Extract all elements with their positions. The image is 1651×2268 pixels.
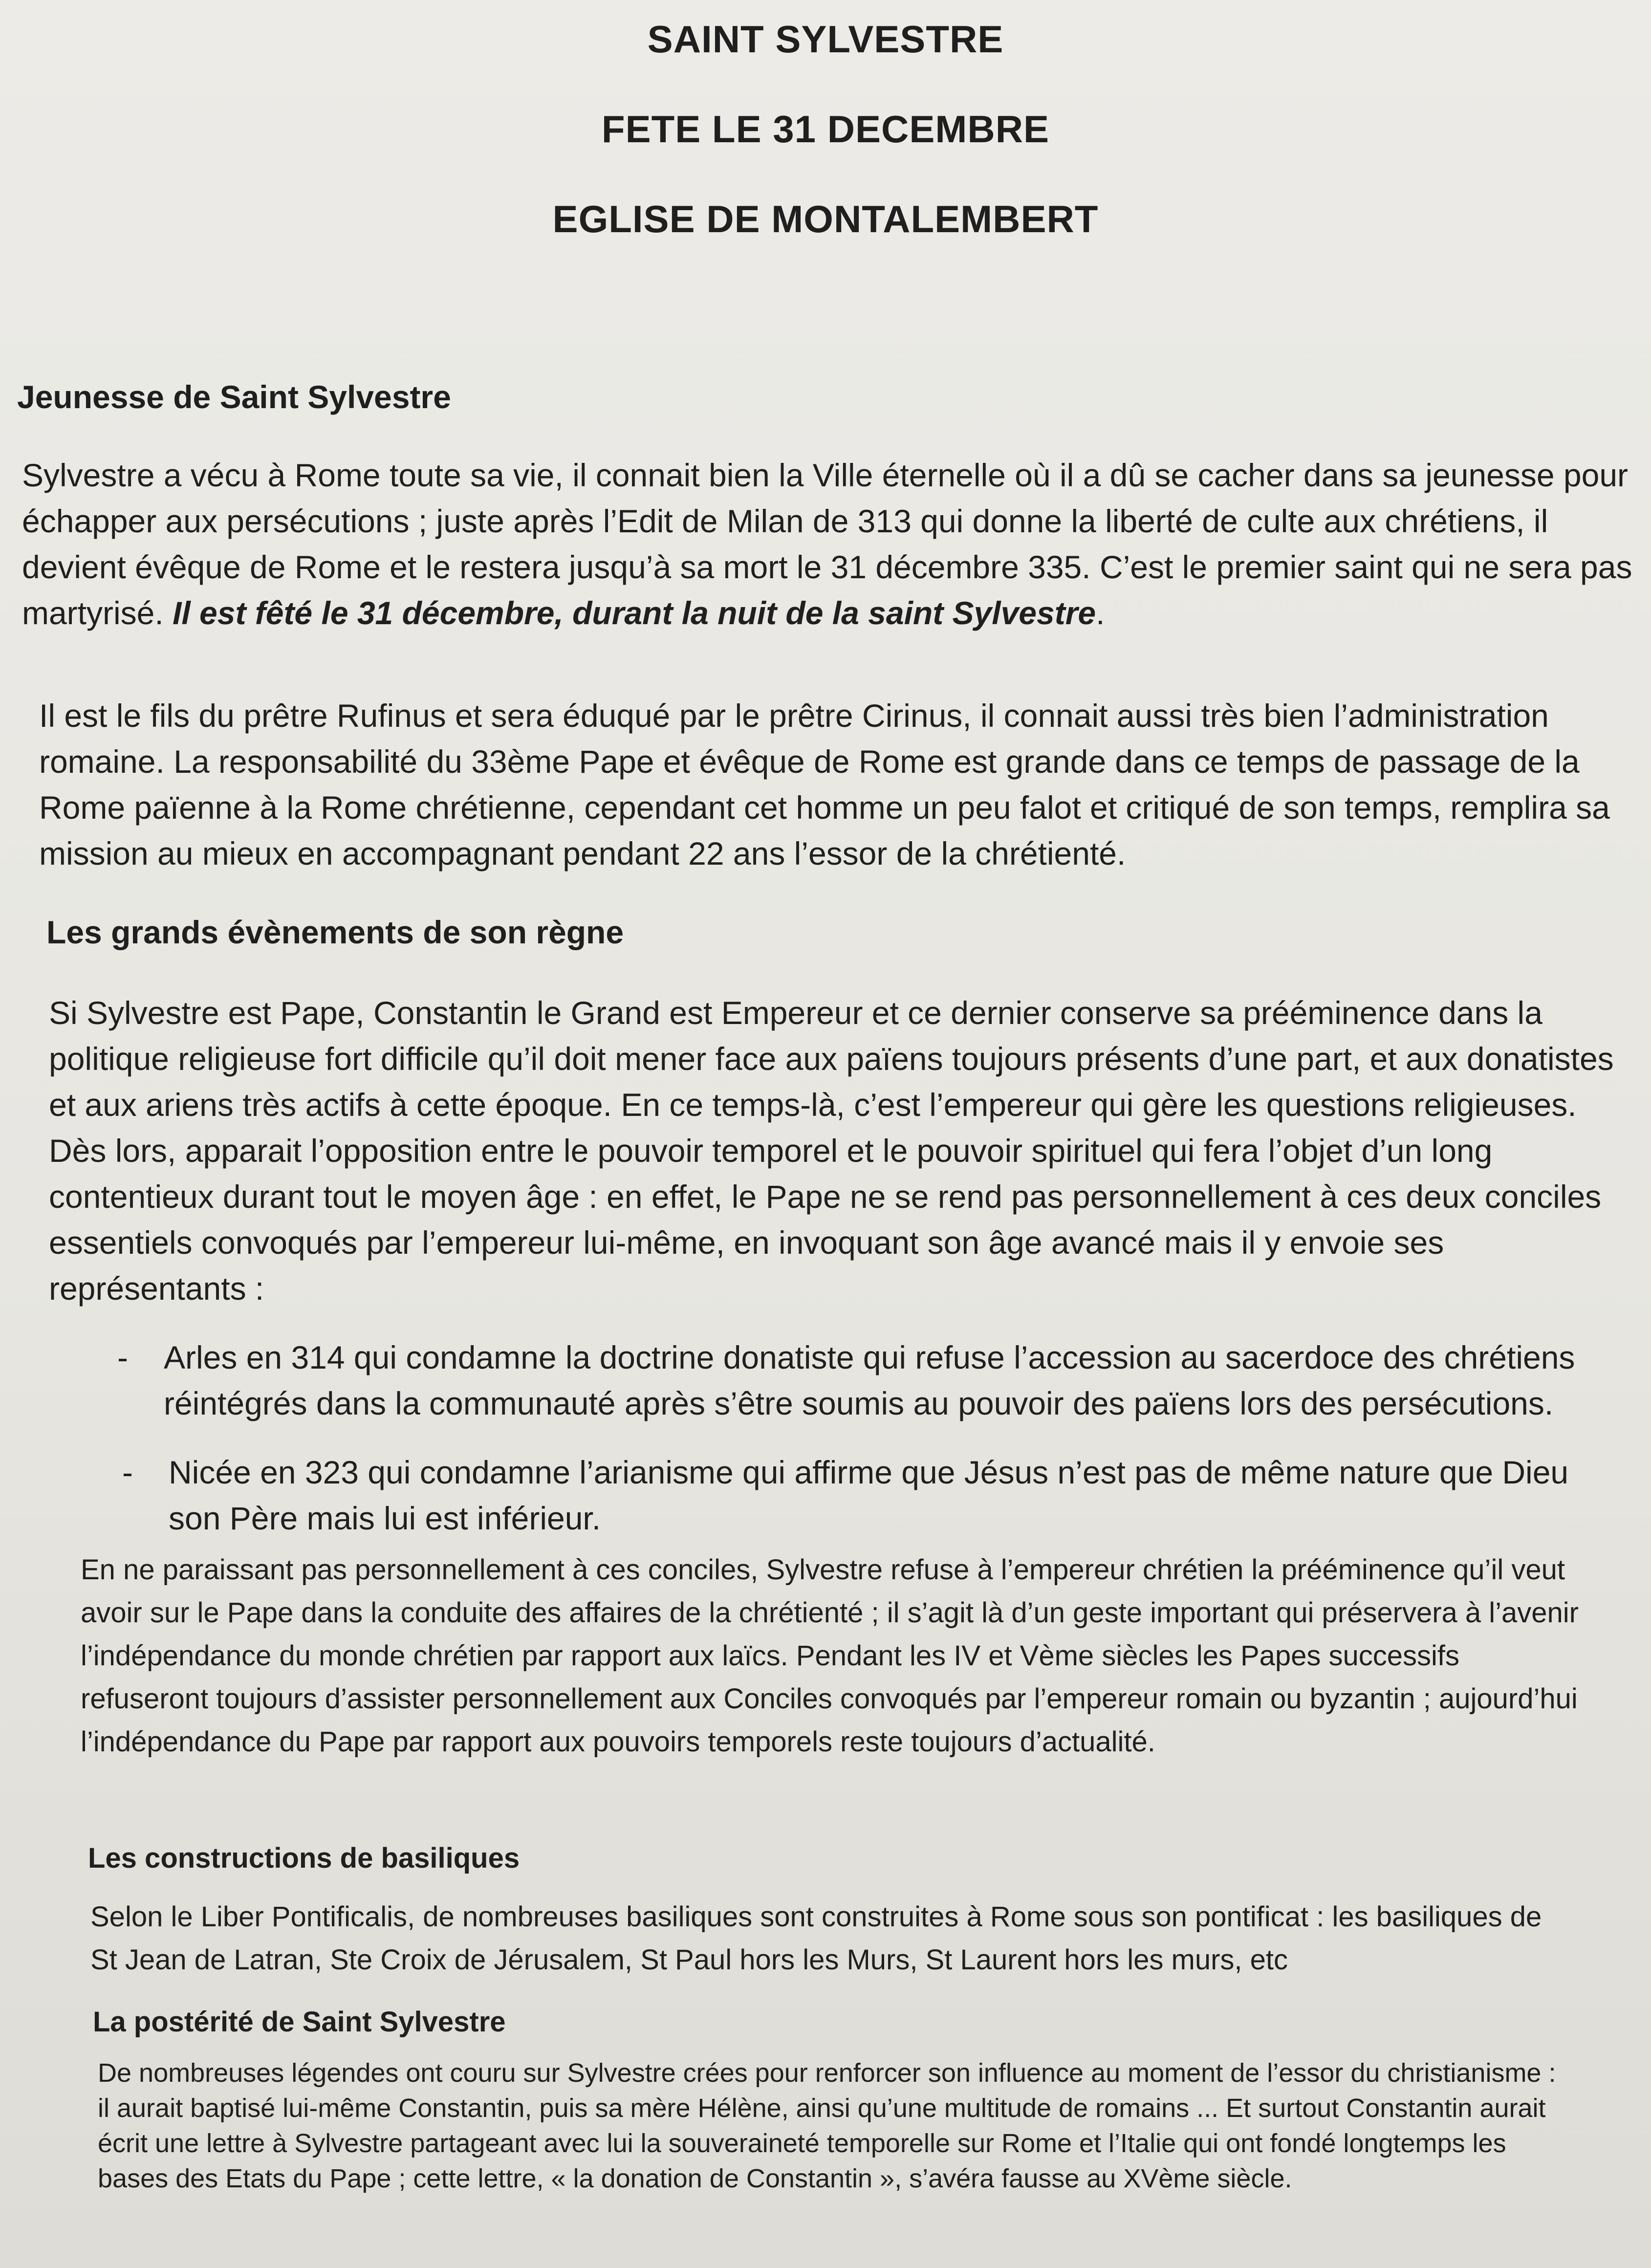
heading-youth: Jeunesse de Saint Sylvestre	[17, 379, 451, 415]
youth-text: Sylvestre a vécu à Rome toute sa vie, il connait bien la Ville éternelle où il a dû se cacher dans sa jeunesse pour échapper aux persécutions ; juste après l’Edit de Milan de 313 qui donne la liberté de culte aux chrétiens, il devient évêque de Rome et le restera jusqu’à sa mort le 31 décembre 335. C’est le premier saint qui ne sera pas martyrisé.	[22, 457, 1632, 631]
heading-basilicas: Les constructions de basiliques	[88, 1842, 520, 1874]
heading-legacy: La postérité de Saint Sylvestre	[93, 2006, 506, 2038]
bullet-dash: -	[117, 1339, 128, 1375]
title-block	[0, 20, 1651, 289]
bullet-text: Nicée en 323 qui condamne l’arianisme qui affirme que Jésus n’est pas de même nature que Dieu son Père mais lui est inférieur.	[169, 1454, 1569, 1536]
church-name: EGLISE DE MONTALEMBERT	[552, 197, 1099, 240]
youth-emphasis: Il est fêté le 31 décembre, durant la nuit de la saint Sylvestre	[173, 595, 1096, 631]
paragraph-events-1: Si Sylvestre est Pape, Constantin le Grand est Empereur et ce dernier conserve sa prééminence dans la politique religieuse fort difficile qu’il doit mener face aux païens toujours présents d’une part, et aux donatistes et aux ariens très actifs à cette époque. En ce temps-là, c’est l’empereur qui gère les questions religieuses. Dès lors, apparait l’opposition entre le pouvoir temporel et le pouvoir spirituel qui fera l’objet d’un long contentieux durant tout le moyen âge : en effet, le Pape ne se rend pas personnellement à ces deux conciles essentiels convoqués par l’empereur lui-même, en invoquant son âge avancé mais il y envoie ses représentants :	[49, 995, 1614, 1307]
paragraph-events-2: En ne paraissant pas personnellement à ces conciles, Sylvestre refuse à l’empereur chrétien la prééminence qu’il veut avoir sur le Pape dans la conduite des affaires de la chrétienté ; il s’agit là d’un geste important qui préservera à l’avenir l’indépendance du monde chrétien par rapport aux laïcs. Pendant les IV et Vème siècles les Papes successifs refuseront toujours d’assister personnellement aux Conciles convoqués par l’empereur romain ou byzantin ; aujourd’hui l’indépendance du Pape par rapport aux pouvoirs temporels reste toujours d’actualité.	[81, 1554, 1579, 1758]
document-title: SAINT SYLVESTRE	[647, 18, 1004, 61]
bullet-nicee	[122, 1449, 1625, 1541]
paragraph-youth-1	[22, 452, 1635, 636]
paragraph-legacy: De nombreuses légendes ont couru sur Sylvestre crées pour renforcer son influence au moment de l’essor du christianisme : il aurait baptisé lui-même Constantin, puis sa mère Hélène, ainsi qu’une multitude de romains ... Et surtout Constantin aurait écrit une lettre à Sylvestre partageant avec lui la souveraineté temporelle sur Rome et l’Italie qui ont fondé longtemps les bases des Etats du Pape ; cette lettre, « la donation de Constantin », s’avéra fausse au XVème siècle.	[98, 2058, 1556, 2193]
feast-date: FETE LE 31 DECEMBRE	[601, 108, 1050, 151]
bullet-dash: -	[122, 1454, 133, 1490]
heading-events: Les grands évènements de son règne	[46, 914, 624, 950]
paragraph-youth-2: Il est le fils du prêtre Rufinus et sera éduqué par le prêtre Cirinus, il connait aussi très bien l’administration romaine. La responsabilité du 33ème Pape et évêque de Rome est grande dans ce temps de passage de la Rome païenne à la Rome chrétienne, cependant cet homme un peu falot et critiqué de son temps, remplira sa mission au mieux en accompagnant pendant 22 ans l’essor de la chrétienté.	[39, 698, 1610, 872]
bullet-text: Arles en 314 qui condamne la doctrine donatiste qui refuse l’accession au sacerdoce des chrétiens réintégrés dans la communauté après s’être soumis au pouvoir des païens lors des persécutions.	[164, 1339, 1575, 1421]
youth-end: .	[1096, 595, 1105, 631]
bullet-arles	[117, 1334, 1625, 1426]
paragraph-basilicas: Selon le Liber Pontificalis, de nombreuses basiliques sont construites à Rome sous son pontificat : les basiliques de St Jean de Latran, Ste Croix de Jérusalem, St Paul hors les Murs, St Laurent hors les murs, etc	[90, 1901, 1542, 1976]
